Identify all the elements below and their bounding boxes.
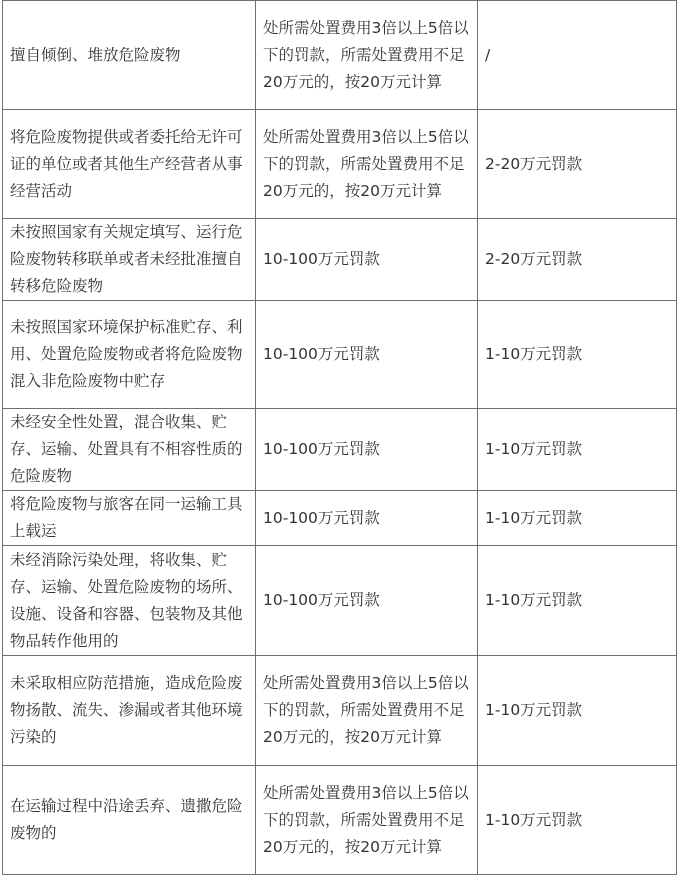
- violation-cell: [3, 766, 256, 875]
- person-penalty-text: 1-10万元罚款: [485, 345, 583, 363]
- entity-penalty-text: 10-100万元罚款: [263, 508, 380, 527]
- person-penalty-cell: [478, 491, 677, 546]
- table-row: [3, 409, 677, 491]
- table-row: [3, 110, 677, 219]
- person-penalty-text: 1-10万元罚款: [485, 440, 583, 458]
- violation-cell: [3, 1, 256, 110]
- person-penalty-cell: [478, 656, 677, 766]
- entity-penalty-cell: [256, 110, 478, 219]
- entity-penalty-cell: [256, 546, 478, 656]
- table-row: [3, 301, 677, 409]
- entity-penalty-cell: [256, 301, 478, 409]
- table-row: [3, 546, 677, 656]
- violation-cell: [3, 219, 256, 301]
- person-penalty-cell: [478, 110, 677, 219]
- violation-text: 将危险废物提供或者委托给无许可证的单位或者其他生产经营者从事经营活动: [10, 127, 243, 200]
- person-penalty-text: 1-10万元罚款: [485, 508, 583, 527]
- person-penalty-text: 1-10万元罚款: [485, 701, 583, 719]
- person-penalty-text: 2-20万元罚款: [485, 250, 583, 268]
- violation-text: 未采取相应防范措施，造成危险废物扬散、流失、渗漏或者其他环境污染的: [10, 674, 243, 746]
- entity-penalty-cell: [256, 409, 478, 491]
- person-penalty-cell: [478, 1, 677, 110]
- violation-text: 未经安全性处置，混合收集、贮存、运输、处置具有不相容性质的危险废物: [10, 413, 243, 485]
- table-row: [3, 766, 677, 875]
- violation-cell: [3, 110, 256, 219]
- entity-penalty-text: 处所需处置费用3倍以上5倍以下的罚款，所需处置费用不足20万元的，按20万元计算: [263, 783, 469, 856]
- person-penalty-text: /: [485, 45, 491, 64]
- entity-penalty-text: 处所需处置费用3倍以上5倍以下的罚款，所需处置费用不足20万元的，按20万元计算: [263, 674, 469, 746]
- violation-cell: [3, 409, 256, 491]
- person-penalty-cell: [478, 301, 677, 409]
- violation-text: 未按照国家有关规定填写、运行危险废物转移联单或者未经批准擅自转移危险废物: [10, 223, 243, 295]
- table-row: [3, 491, 677, 546]
- violation-cell: [3, 546, 256, 656]
- violation-text: 未经消除污染处理，将收集、贮存、运输、处置危险废物的场所、设施、设备和容器、包装物及其他物品转作他用的: [10, 550, 243, 650]
- person-penalty-text: 1-10万元罚款: [485, 810, 583, 829]
- entity-penalty-text: 10-100万元罚款: [263, 440, 380, 458]
- table-row: [3, 656, 677, 766]
- entity-penalty-cell: [256, 219, 478, 301]
- entity-penalty-cell: [256, 656, 478, 766]
- person-penalty-text: 2-20万元罚款: [485, 154, 583, 173]
- violation-text: 擅自倾倒、堆放危险废物: [10, 45, 181, 64]
- table-row: [3, 1, 677, 110]
- person-penalty-cell: [478, 219, 677, 301]
- violation-text: 未按照国家环境保护标准贮存、利用、处置危险废物或者将危险废物混入非危险废物中贮存: [10, 318, 243, 390]
- violation-cell: [3, 301, 256, 409]
- violation-text: 将危险废物与旅客在同一运输工具上载运: [10, 495, 243, 540]
- entity-penalty-cell: [256, 1, 478, 110]
- entity-penalty-cell: [256, 766, 478, 875]
- entity-penalty-text: 10-100万元罚款: [263, 345, 380, 363]
- entity-penalty-cell: [256, 491, 478, 546]
- violation-cell: [3, 656, 256, 766]
- entity-penalty-text: 10-100万元罚款: [263, 250, 380, 268]
- person-penalty-cell: [478, 766, 677, 875]
- entity-penalty-text: 10-100万元罚款: [263, 591, 380, 609]
- violation-text: 在运输过程中沿途丢弃、遗撒危险废物的: [10, 797, 243, 842]
- person-penalty-text: 1-10万元罚款: [485, 591, 583, 609]
- person-penalty-cell: [478, 409, 677, 491]
- entity-penalty-text: 处所需处置费用3倍以上5倍以下的罚款，所需处置费用不足20万元的，按20万元计算: [263, 18, 469, 91]
- person-penalty-cell: [478, 546, 677, 656]
- violation-cell: [3, 491, 256, 546]
- table-row: [3, 219, 677, 301]
- penalty-table: [2, 0, 677, 875]
- entity-penalty-text: 处所需处置费用3倍以上5倍以下的罚款，所需处置费用不足20万元的，按20万元计算: [263, 127, 469, 200]
